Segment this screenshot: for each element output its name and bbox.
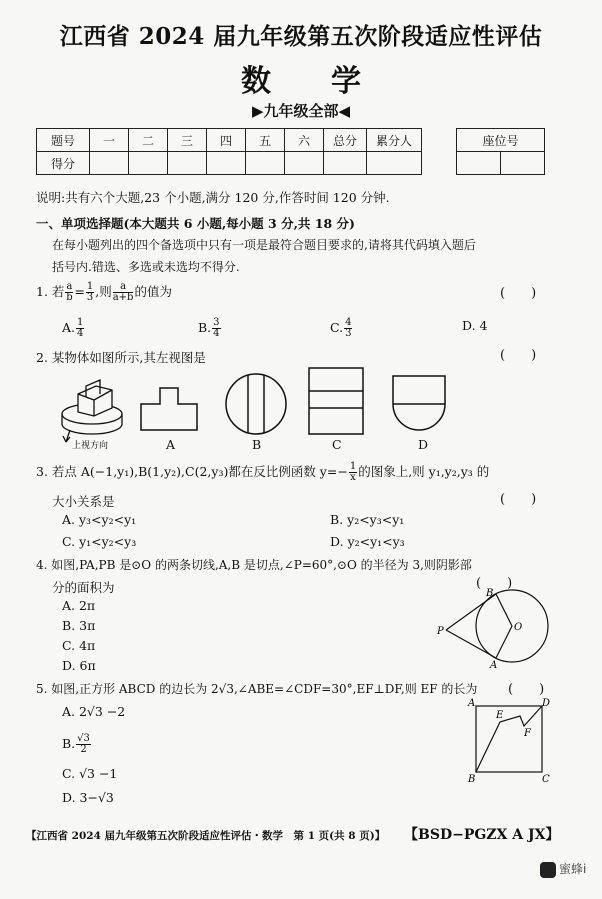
- score-header-cell: 四: [207, 129, 246, 152]
- q4-figure: [434, 584, 554, 670]
- q2-figures: [0, 364, 602, 454]
- score-header-cell: 三: [168, 129, 207, 152]
- section1-instruction: 括号内.错选、多选或未选均不得分.: [52, 260, 240, 274]
- watermark: 蜜蜂i: [540, 860, 586, 878]
- seat-cell[interactable]: [457, 152, 501, 175]
- fraction: $\frac{1}{x}$: [349, 461, 357, 483]
- seat-label: 座位号: [457, 129, 545, 152]
- score-cell[interactable]: [324, 152, 367, 175]
- q4-option-a[interactable]: A. 2π: [62, 598, 96, 613]
- q4-option-c[interactable]: C. 4π: [62, 638, 96, 653]
- question-2: 2. 某物体如图所示,其左视图是: [36, 350, 206, 365]
- question-4-line2: 分的面积为: [52, 580, 115, 595]
- q2-option-b[interactable]: B: [252, 437, 262, 452]
- option-a-figure: [141, 388, 197, 430]
- q2-option-d[interactable]: D: [418, 437, 429, 452]
- q5-figure: [462, 696, 554, 786]
- score-header-cell: 总分: [324, 129, 367, 152]
- score-cell[interactable]: [285, 152, 324, 175]
- score-cell[interactable]: [90, 152, 129, 175]
- answer-paren-q1[interactable]: ( ): [500, 286, 537, 301]
- score-header-cell: 二: [129, 129, 168, 152]
- score-table: [36, 128, 422, 175]
- option-c-figure: [309, 368, 363, 434]
- q5-option-c[interactable]: C. √3 −1: [62, 766, 118, 781]
- score-header-cell: 一: [90, 129, 129, 152]
- score-header-cell: 六: [285, 129, 324, 152]
- score-header-cell: 题号: [37, 129, 90, 152]
- option-b-figure: [226, 374, 286, 434]
- q1-option-d[interactable]: D. 4: [462, 318, 488, 333]
- option-d-figure: [393, 376, 445, 430]
- fraction: $\frac{a}{a+b}$: [112, 281, 134, 303]
- q3-option-d[interactable]: D. y₂<y₁<y₃: [330, 534, 405, 549]
- question-3: 3. 若点 A(−1,y₁),B(1,y₂),C(2,y₃)都在反比例函数 y=− $\frac{1}{x}$ 的图象上,则 y₁,y₂,y₃ 的: [36, 461, 490, 483]
- q5-option-d[interactable]: D. 3−√3: [62, 790, 114, 805]
- score-cell[interactable]: [207, 152, 246, 175]
- question-4: 4. 如图,PA,PB 是⊙O 的两条切线,A,B 是切点,∠P=60°,⊙O 的半径为 3,则阴影部: [36, 558, 472, 572]
- view-direction-label: 上视方向: [72, 441, 109, 451]
- q1-option-c[interactable]: C. $\frac{4}{3}$: [330, 317, 352, 339]
- q2-option-c[interactable]: C: [332, 437, 342, 452]
- point-label-d: D: [542, 698, 551, 709]
- q5-option-a[interactable]: A. 2√3 −2: [62, 704, 126, 719]
- answer-paren-q5[interactable]: ( ): [508, 682, 545, 697]
- question-1: 1. 若 $\frac{a}{b}$ = $\frac{1}{3}$ ,则 $\frac{a}{a+b}$ 的值为: [36, 281, 172, 303]
- q3-option-c[interactable]: C. y₁<y₂<y₃: [62, 534, 137, 549]
- q1-option-a[interactable]: A. $\frac{1}{4}$: [62, 317, 84, 339]
- score-header-cell: 五: [246, 129, 285, 152]
- point-label-c: C: [542, 774, 550, 785]
- score-row-label: 得分: [37, 152, 90, 175]
- exam-title: 江西省 2024 届九年级第五次阶段适应性评估: [59, 23, 543, 50]
- q2-option-a[interactable]: A: [166, 437, 176, 452]
- q3-option-a[interactable]: A. y₃<y₂<y₁: [62, 512, 137, 527]
- section1-instruction: 在每小题列出的四个备选项中只有一项是最符合题目要求的,请将其代码填入题后: [52, 238, 476, 252]
- question-3-line2: 大小关系是: [52, 494, 115, 509]
- subject-title: 数 学: [241, 64, 361, 99]
- fraction: $\frac{a}{b}$: [66, 281, 73, 303]
- seat-cell[interactable]: [501, 152, 545, 175]
- score-cell[interactable]: [246, 152, 285, 175]
- point-label-b: B: [468, 774, 476, 785]
- fraction: $\frac{1}{3}$: [86, 281, 94, 303]
- point-label-o: O: [514, 622, 523, 633]
- answer-paren-q3[interactable]: ( ): [500, 492, 537, 507]
- q4-option-b[interactable]: B. 3π: [62, 618, 96, 633]
- seat-table: [456, 128, 545, 175]
- q1-option-b[interactable]: B. $\frac{3}{4}$: [198, 317, 220, 339]
- score-cell[interactable]: [367, 152, 422, 175]
- answer-paren-q2[interactable]: ( ): [500, 348, 537, 363]
- point-label-p: P: [437, 626, 444, 637]
- score-header-cell: 累分人: [367, 129, 422, 152]
- point-label-a: A: [468, 698, 476, 709]
- q1-prefix: 1. 若: [36, 284, 65, 299]
- exam-code: 【BSD−PGZX A JX】: [404, 827, 560, 843]
- q5-option-b[interactable]: B. $\frac{√3}{2}$: [62, 733, 90, 755]
- answer-paren-q4[interactable]: ( ): [476, 576, 513, 591]
- page-footer: 【江西省 2024 届九年级第五次阶段适应性评估・数学 第 1 页(共 8 页)】: [26, 830, 386, 842]
- exam-notes: 说明:共有六个大题,23 个小题,满分 120 分,作答时间 120 分钟.: [36, 190, 390, 205]
- q4-option-d[interactable]: D. 6π: [62, 658, 96, 673]
- point-label-b: B: [486, 588, 494, 599]
- score-cell[interactable]: [168, 152, 207, 175]
- point-label-f: F: [524, 728, 531, 739]
- section1-heading: 一、单项选择题(本大题共 6 小题,每小题 3 分,共 18 分): [36, 216, 355, 231]
- question-5: 5. 如图,正方形 ABCD 的边长为 2√3,∠ABE=∠CDF=30°,EF⊥DF,则 EF 的长为: [36, 682, 478, 696]
- point-label-a: A: [490, 660, 498, 670]
- q3-option-b[interactable]: B. y₂<y₃<y₁: [330, 512, 405, 527]
- solid-object-figure: [62, 380, 122, 442]
- point-label-e: E: [496, 710, 504, 721]
- scope-label: ▶九年级全部◀: [251, 102, 351, 120]
- watermark-logo-icon: [540, 862, 556, 878]
- score-cell[interactable]: [129, 152, 168, 175]
